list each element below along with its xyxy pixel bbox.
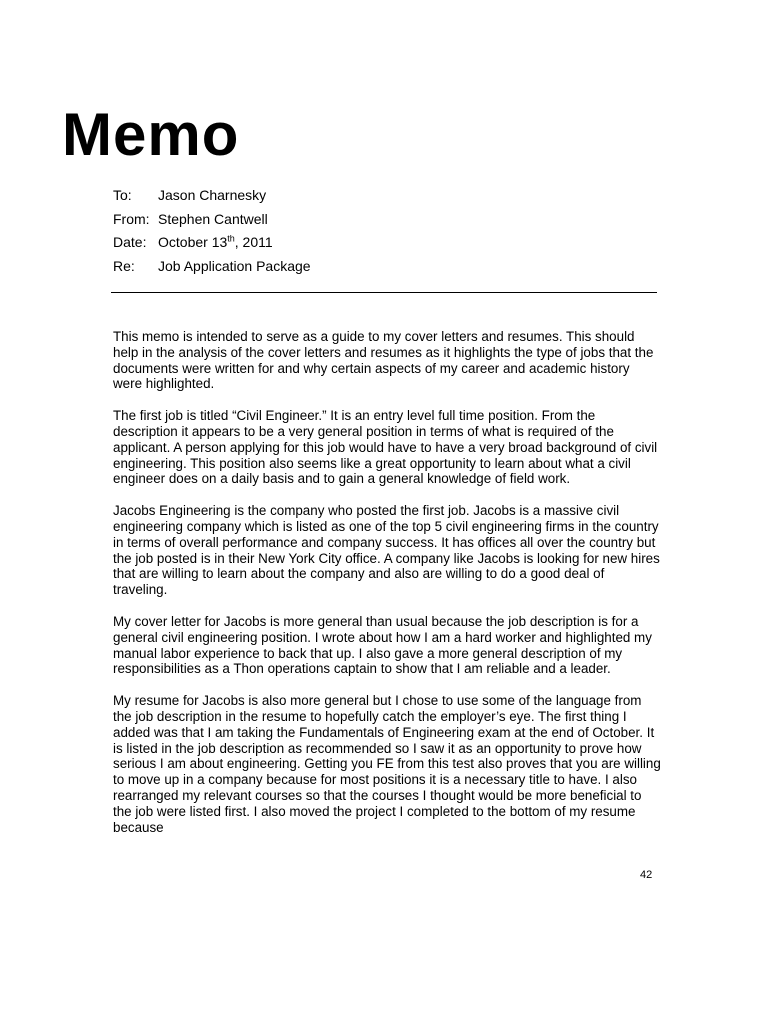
from-value: Stephen Cantwell (158, 210, 268, 227)
memo-title: Memo (62, 101, 240, 168)
date-value (158, 231, 273, 255)
paragraph-resume: My resume for Jacobs is also more general but I chose to use some of the language from the job description in the resume to hopefully catch the employer’s eye. The first thing I added was that I am taking the Fundamentals of Engineering exam at the end of October. It is listed in the job description as recommended so I saw it as an opportunity to prove how serious I am about engineering. Getting you FE from this test also proves that you are willing to move up in a company because for most positions it is a necessary title to have. I also rearranged my relevant courses so that the courses I thought would be more beneficial to the job were listed first. I also moved the project I completed to the bottom of my resume because (113, 693, 661, 835)
from-row (113, 208, 311, 232)
re-value: Job Application Package (158, 257, 311, 274)
paragraph-cover-letter: My cover letter for Jacobs is more general than usual because the job description is for a general civil engineering position. I wrote about how I am a hard worker and highlighted my manual labor experience to back that up. I also gave a more general description of my responsibilities as a Thon operations captain to show that I am reliable and a leader. (113, 613, 652, 677)
date-row (113, 231, 311, 255)
date-value-prefix: October 13 (158, 234, 228, 250)
date-value-suffix: , 2011 (234, 234, 273, 250)
re-label: Re: (113, 257, 135, 274)
page-number: 42 (640, 869, 653, 881)
memo-header (113, 184, 311, 278)
paragraph-intro: This memo is intended to serve as a guide to my cover letters and resumes. This should help in the analysis of the cover letters and resumes as it highlights the type of jobs that the documents were written for and why certain aspects of my career and academic history were highlighted. (113, 329, 654, 392)
date-label: Date: (113, 234, 147, 250)
date-value-sup: th (227, 233, 235, 244)
memo-body (113, 329, 661, 835)
to-value: Jason Charnesky (158, 187, 267, 203)
from-label: From: (113, 210, 150, 227)
re-row (113, 255, 311, 279)
header-divider (111, 292, 657, 293)
paragraph-jacobs-company: Jacobs Engineering is the company who posted the first job. Jacobs is a massive civil engineering company which is listed as one of the top 5 civil engineering firms in the country in terms of overall performance and company success. It has offices all over the country but the job posted is in their New York City office. A company like Jacobs is looking for new hires that are willing to learn about the company and also are willing to do a good deal of traveling. (113, 503, 660, 598)
to-row (113, 184, 311, 208)
paragraph-first-job: The first job is titled “Civil Engineer.” It is an entry level full time position. From the description it appears to be a very general position in terms of what is required of the applicant. A person applying for this job would have to have a very broad background of civil engineering. This position also seems like a great opportunity to learn about what a civil engineer does on a daily basis and to gain a general knowledge of field work. (113, 408, 658, 487)
to-label: To: (113, 187, 132, 203)
